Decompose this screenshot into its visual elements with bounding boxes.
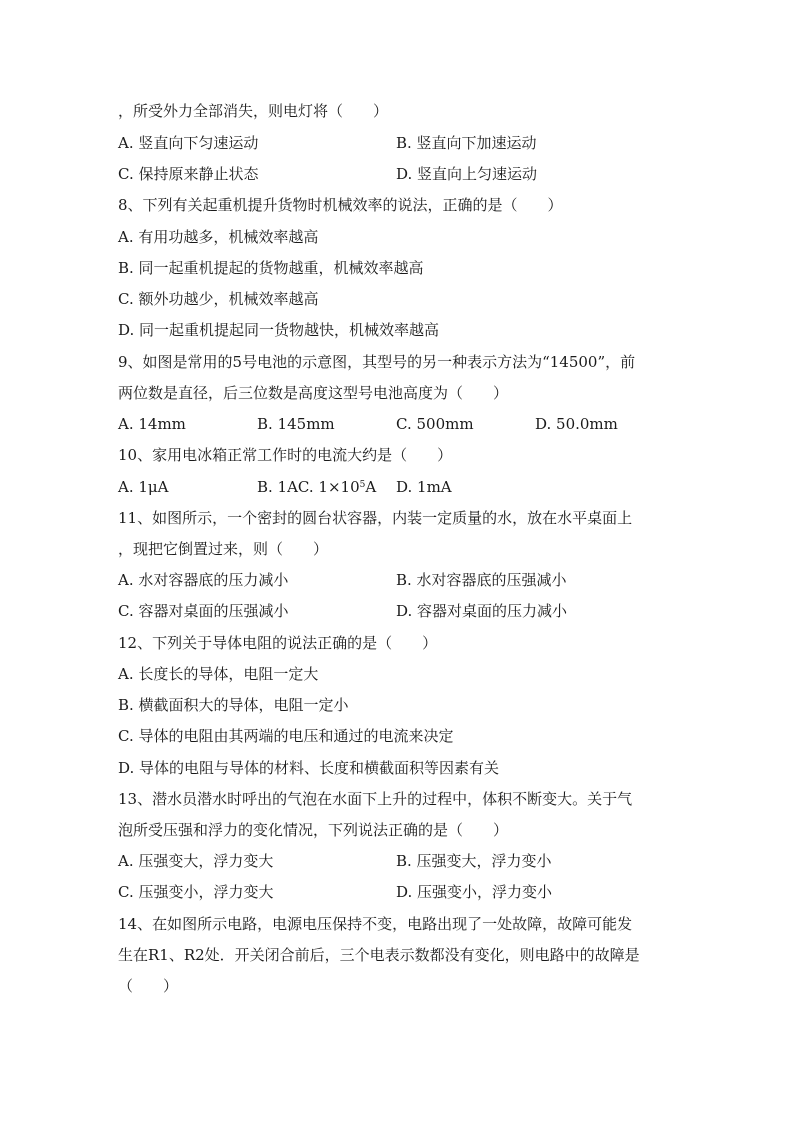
q8-option-d: D. 同一起重机提起同一货物越快，机械效率越高 <box>118 321 440 339</box>
q7-stem-continuation: ，所受外力全部消失，则电灯将（ ） <box>118 102 389 120</box>
q11-option-a: A. 水对容器底的压力减小 <box>118 571 289 589</box>
q10-option-bc-exponent: 5 <box>359 480 366 490</box>
q14-stem-line-2: 生在R1、R2处．开关闭合前后，三个电表示数都没有变化，则电路中的故障是 <box>118 946 640 964</box>
q9-option-d: D. 50.0mm <box>535 415 618 433</box>
q12-option-d: D. 导体的电阻与导体的材料、长度和横截面积等因素有关 <box>118 759 500 777</box>
q11-option-c: C. 容器对桌面的压强减小 <box>118 602 289 620</box>
q13-option-a: A. 压强变大，浮力变大 <box>118 852 274 870</box>
q7-option-c: C. 保持原来静止状态 <box>118 165 259 183</box>
q13-stem-line-2: 泡所受压强和浮力的变化情况，下列说法正确的是（ ） <box>118 821 509 839</box>
q8-stem: 8、下列有关起重机提升货物时机械效率的说法，正确的是（ ） <box>118 196 563 214</box>
q10-option-bc-text: B. 1AC. 1×10 <box>257 478 360 496</box>
q13-option-b: B. 压强变大，浮力变小 <box>396 852 552 870</box>
q7-option-d: D. 竖直向上匀速运动 <box>396 165 538 183</box>
q12-option-c: C. 导体的电阻由其两端的电压和通过的电流来决定 <box>118 727 454 745</box>
q9-option-a: A. 14mm <box>118 415 186 433</box>
q8-option-b: B. 同一起重机提起的货物越重，机械效率越高 <box>118 259 424 277</box>
q14-stem-line-1: 14、在如图所示电路，电源电压保持不变，电路出现了一处故障，故障可能发 <box>118 915 633 933</box>
q11-option-d: D. 容器对桌面的压力减小 <box>396 602 568 620</box>
q11-stem-line-1: 11、如图所示，一个密封的圆台状容器，内装一定质量的水，放在水平桌面上 <box>118 509 633 527</box>
q10-option-a: A. 1μA <box>118 478 169 496</box>
q11-option-b: B. 水对容器底的压强减小 <box>396 571 567 589</box>
q8-option-a: A. 有用功越多，机械效率越高 <box>118 228 319 246</box>
q10-stem: 10、家用电冰箱正常工作时的电流大约是（ ） <box>118 446 453 464</box>
q9-option-b: B. 145mm <box>257 415 335 433</box>
q12-stem: 12、下列关于导体电阻的说法正确的是（ ） <box>118 634 438 652</box>
q7-option-b: B. 竖直向下加速运动 <box>396 134 537 152</box>
q12-option-a: A. 长度长的导体，电阻一定大 <box>118 665 319 683</box>
q10-option-d: D. 1mA <box>396 478 452 496</box>
q14-stem-line-3: （ ） <box>118 977 179 995</box>
q9-stem-line-2: 两位数是直径，后三位数是高度这型号电池高度为（ ） <box>118 384 509 402</box>
q8-option-c: C. 额外功越少，机械效率越高 <box>118 290 319 308</box>
q7-option-a: A. 竖直向下匀速运动 <box>118 134 259 152</box>
q12-option-b: B. 横截面积大的导体，电阻一定小 <box>118 696 349 714</box>
q10-option-bc-unit: A <box>365 478 377 496</box>
q11-stem-line-2: ，现把它倒置过来，则（ ） <box>118 540 329 558</box>
q13-stem-line-1: 13、潜水员潜水时呼出的气泡在水面下上升的过程中，体积不断变大。关于气 <box>118 790 633 808</box>
q10-option-bc <box>257 477 376 497</box>
q13-option-d: D. 压强变小，浮力变小 <box>396 883 553 901</box>
q9-stem-line-1: 9、如图是常用的5号电池的示意图，其型号的另一种表示方法为“14500”，前 <box>118 353 636 371</box>
q13-option-c: C. 压强变小，浮力变大 <box>118 883 274 901</box>
q9-option-c: C. 500mm <box>396 415 474 433</box>
